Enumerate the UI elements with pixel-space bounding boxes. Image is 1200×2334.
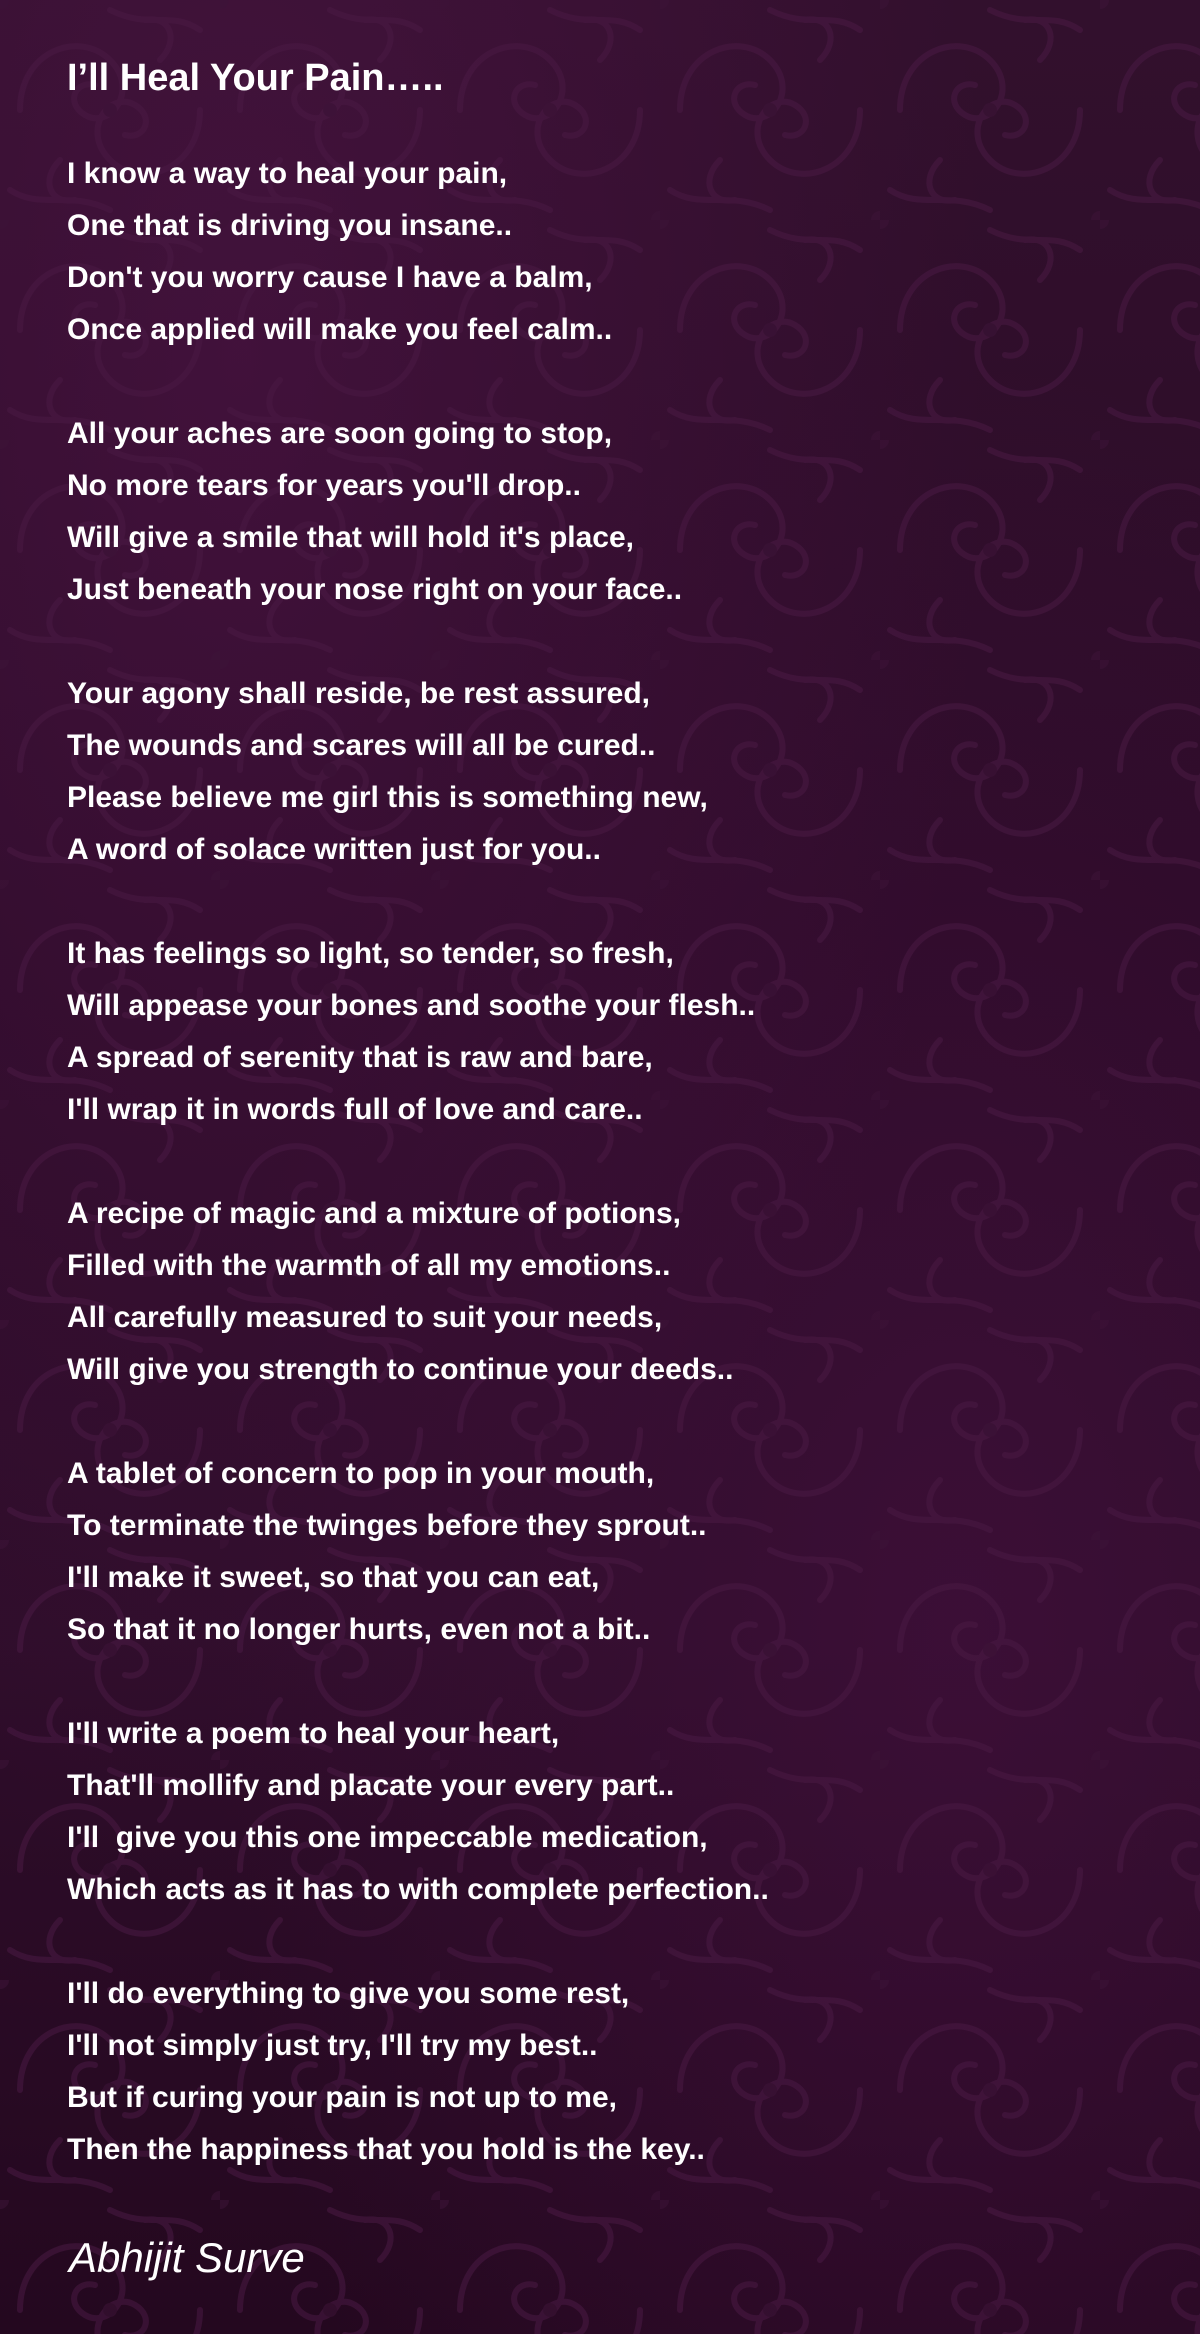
poem-body bbox=[67, 148, 1167, 2176]
poem-stanza bbox=[67, 148, 1167, 356]
poem-line: A recipe of magic and a mixture of potions, bbox=[67, 1197, 681, 1230]
poem-stanza bbox=[67, 1708, 1167, 1916]
poem-line: But if curing your pain is not up to me, bbox=[67, 2081, 617, 2114]
poem-line: I'll write a poem to heal your heart, bbox=[67, 1717, 560, 1750]
poem-line: So that it no longer hurts, even not a bit.. bbox=[67, 1613, 651, 1646]
poem-content bbox=[67, 48, 1167, 2228]
poem-line: That'll mollify and placate your every part.. bbox=[67, 1769, 675, 1802]
poem-line: Your agony shall reside, be rest assured, bbox=[67, 677, 650, 710]
poem-line: Don't you worry cause I have a balm, bbox=[67, 261, 593, 294]
poem-line: I'll give you this one impeccable medication, bbox=[67, 1821, 708, 1854]
poem-line: To terminate the twinges before they sprout.. bbox=[67, 1509, 707, 1542]
poem-line: Will give a smile that will hold it's place, bbox=[67, 521, 634, 554]
poem-stanza bbox=[67, 668, 1167, 876]
poem-line: All your aches are soon going to stop, bbox=[67, 417, 613, 450]
poem-line: All carefully measured to suit your needs, bbox=[67, 1301, 663, 1334]
poem-stanza bbox=[67, 1188, 1167, 1396]
poem-line: Filled with the warmth of all my emotions.. bbox=[67, 1249, 671, 1282]
poem-line: It has feelings so light, so tender, so fresh, bbox=[67, 937, 674, 970]
poem-line: No more tears for years you'll drop.. bbox=[67, 469, 581, 502]
poem-line: I'll make it sweet, so that you can eat, bbox=[67, 1561, 600, 1594]
poem-line: One that is driving you insane.. bbox=[67, 209, 513, 242]
poem-line: The wounds and scares will all be cured.. bbox=[67, 729, 656, 762]
poem-title: I’ll Heal Your Pain….. bbox=[67, 57, 444, 99]
poem-line: Just beneath your nose right on your face.. bbox=[67, 573, 683, 606]
poem-line: Then the happiness that you hold is the key.. bbox=[67, 2133, 705, 2166]
poem-line: A tablet of concern to pop in your mouth, bbox=[67, 1457, 655, 1490]
poem-line: I'll do everything to give you some rest, bbox=[67, 1977, 630, 2010]
poem-line: Please believe me girl this is something new, bbox=[67, 781, 708, 814]
poem-line: A word of solace written just for you.. bbox=[67, 833, 601, 866]
poem-line: Will appease your bones and soothe your flesh.. bbox=[67, 989, 756, 1022]
poem-stanza bbox=[67, 1968, 1167, 2176]
poem-line: A spread of serenity that is raw and bare, bbox=[67, 1041, 653, 1074]
poem-line: Once applied will make you feel calm.. bbox=[67, 313, 613, 346]
poem-line: I know a way to heal your pain, bbox=[67, 157, 508, 190]
poem-line: Which acts as it has to with complete perfection.. bbox=[67, 1873, 769, 1906]
poem-line: Will give you strength to continue your deeds.. bbox=[67, 1353, 734, 1386]
poem-stanza bbox=[67, 928, 1167, 1136]
poem-line: I'll not simply just try, I'll try my best.. bbox=[67, 2029, 598, 2062]
poem-author: Abhijit Surve bbox=[69, 2234, 305, 2281]
poem-stanza bbox=[67, 1448, 1167, 1656]
poem-line: I'll wrap it in words full of love and care.. bbox=[67, 1093, 643, 1126]
poem-stanza bbox=[67, 408, 1167, 616]
